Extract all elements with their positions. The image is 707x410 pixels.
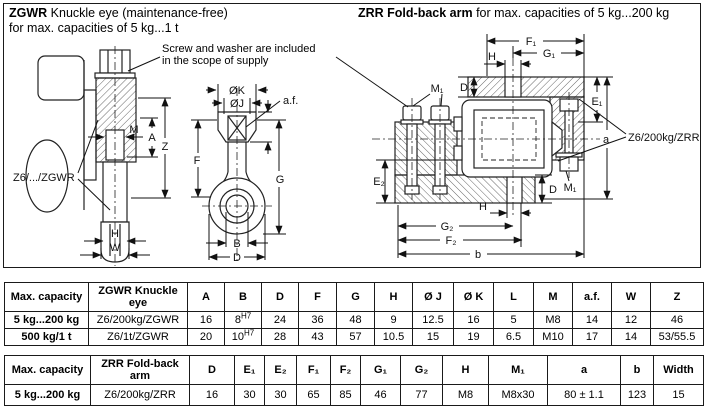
table-cell: 30 xyxy=(235,385,265,406)
table-cell: 16 xyxy=(188,312,225,329)
table-cell: 46 xyxy=(651,312,704,329)
table-cell: 36 xyxy=(299,312,337,329)
table-cell: 6.5 xyxy=(494,329,534,346)
zgwr-title-bold: ZGWR xyxy=(9,6,48,20)
table-cell: 20 xyxy=(188,329,225,346)
column-header: M xyxy=(534,283,573,312)
table-cell: $10^{H7}$ xyxy=(225,329,262,346)
column-header: Ø J xyxy=(413,283,454,312)
column-header: Z xyxy=(651,283,704,312)
drawing-panel-border xyxy=(3,3,701,268)
dim-label-f1: F₁ xyxy=(525,36,537,48)
table-cell: 5 kg...200 kg xyxy=(5,385,91,406)
dim-label-g1: G₁ xyxy=(542,48,556,60)
table-cell: 15 xyxy=(654,385,704,406)
table-cell: 80 ± 1.1 xyxy=(548,385,621,406)
table-cell: 5 xyxy=(494,312,534,329)
column-header: H xyxy=(375,283,413,312)
column-header: Max. capacity xyxy=(5,283,89,312)
dim-label-m1-right: M₁ xyxy=(563,182,577,194)
table-cell: $8^{H7}$ xyxy=(225,312,262,329)
table-cell: M8x30 xyxy=(489,385,548,406)
zrr-title: ZRR Fold-back arm for max. capacities of 5 kg...200 kg xyxy=(358,6,670,20)
dim-label-d-bottom: D xyxy=(549,184,557,196)
dim-label-z: Z xyxy=(161,141,169,153)
zgwr-title-line1: ZGWR Knuckle eye (maintenance-free) xyxy=(9,6,228,20)
table-cell: 43 xyxy=(299,329,337,346)
dim-label-g: G xyxy=(275,174,285,186)
column-header: F₂ xyxy=(331,356,361,385)
column-header: Ø K xyxy=(454,283,494,312)
column-header: E₂ xyxy=(265,356,297,385)
table-cell: 24 xyxy=(262,312,299,329)
table-cell: M8 xyxy=(443,385,489,406)
zgwr-dimension-table xyxy=(4,282,704,346)
dim-label-w: W xyxy=(109,242,121,254)
dim-label-h-top: H xyxy=(488,51,496,63)
column-header: Max. capacity xyxy=(5,356,91,385)
column-header: H xyxy=(443,356,489,385)
column-header: B xyxy=(225,283,262,312)
column-header: D xyxy=(262,283,299,312)
dim-label-diam-k: ØK xyxy=(229,85,245,97)
header-row xyxy=(5,283,704,312)
dim-label-d-top: D xyxy=(460,82,468,94)
column-header: E₁ xyxy=(235,356,265,385)
column-header: Width xyxy=(654,356,704,385)
dim-label-g2: G₂ xyxy=(440,221,454,233)
table-cell: 123 xyxy=(621,385,654,406)
column-header: F₁ xyxy=(297,356,331,385)
column-header: ZGWR Knuckle eye xyxy=(89,283,188,312)
column-header: a.f. xyxy=(573,283,612,312)
table-cell: M8 xyxy=(534,312,573,329)
table-cell: 57 xyxy=(337,329,375,346)
column-header: ZRR Fold-back arm xyxy=(91,356,190,385)
table-cell: 85 xyxy=(331,385,361,406)
table-cell: 28 xyxy=(262,329,299,346)
column-header: G₂ xyxy=(401,356,443,385)
dim-label-f2: F₂ xyxy=(445,235,457,247)
table-cell: 500 kg/1 t xyxy=(5,329,89,346)
table-row xyxy=(5,385,704,406)
dim-label-a: A xyxy=(148,132,156,144)
zgwr-part-label: Z6/.../ZGWR xyxy=(13,172,75,184)
column-header: A xyxy=(188,283,225,312)
column-header: a xyxy=(548,356,621,385)
dim-label-d: D xyxy=(233,252,241,264)
table-cell: 16 xyxy=(190,385,235,406)
table-cell: 9 xyxy=(375,312,413,329)
table-cell: 16 xyxy=(454,312,494,329)
dim-label-b: b xyxy=(474,249,482,261)
table-cell: 48 xyxy=(337,312,375,329)
scope-of-supply-note: Screw and washer are included in the scope of supply xyxy=(162,43,316,67)
dim-label-h-bottom: H xyxy=(479,201,487,213)
table-cell: Z6/1t/ZGWR xyxy=(89,329,188,346)
table-row xyxy=(5,312,704,329)
column-header: G₁ xyxy=(361,356,401,385)
header-row xyxy=(5,356,704,385)
column-header: M₁ xyxy=(489,356,548,385)
column-header: D xyxy=(190,356,235,385)
table-cell: 30 xyxy=(265,385,297,406)
dim-label-diam-j: ØJ xyxy=(229,98,245,110)
table-cell: Z6/200kg/ZRR xyxy=(91,385,190,406)
zgwr-title xyxy=(9,6,228,36)
table-cell: 65 xyxy=(297,385,331,406)
dim-label-af: a.f. xyxy=(283,95,299,107)
dim-label-e1: E₁ xyxy=(591,96,603,108)
column-header: G xyxy=(337,283,375,312)
column-header: W xyxy=(612,283,651,312)
zrr-title-bold: ZRR Fold-back arm xyxy=(358,6,473,20)
table-cell: 12.5 xyxy=(413,312,454,329)
table-cell: M10 xyxy=(534,329,573,346)
column-header: L xyxy=(494,283,534,312)
dim-label-a: a xyxy=(602,134,610,146)
dim-label-m: M xyxy=(129,124,139,136)
zrr-dimension-table xyxy=(4,355,704,406)
table-cell: Z6/200kg/ZGWR xyxy=(89,312,188,329)
dim-label-e2: E₂ xyxy=(373,176,385,188)
table-cell: 15 xyxy=(413,329,454,346)
table-cell: 10.5 xyxy=(375,329,413,346)
table-cell: 14 xyxy=(612,329,651,346)
zrr-part-label: Z6/200kg/ZRR xyxy=(628,132,700,144)
table-row xyxy=(5,329,704,346)
dim-label-h: H xyxy=(111,228,119,240)
table-cell: 46 xyxy=(361,385,401,406)
zgwr-title-line2: for max. capacities of 5 kg...1 t xyxy=(9,21,179,35)
dim-label-b: B xyxy=(233,238,241,250)
table-cell: 17 xyxy=(573,329,612,346)
dim-label-m1-left: M₁ xyxy=(430,83,444,95)
table-cell: 77 xyxy=(401,385,443,406)
column-header: b xyxy=(621,356,654,385)
table-cell: 53/55.5 xyxy=(651,329,704,346)
table-cell: 19 xyxy=(454,329,494,346)
dim-label-f: F xyxy=(193,155,201,167)
table-cell: 14 xyxy=(573,312,612,329)
table-cell: 12 xyxy=(612,312,651,329)
table-cell: 5 kg...200 kg xyxy=(5,312,89,329)
column-header: F xyxy=(299,283,337,312)
